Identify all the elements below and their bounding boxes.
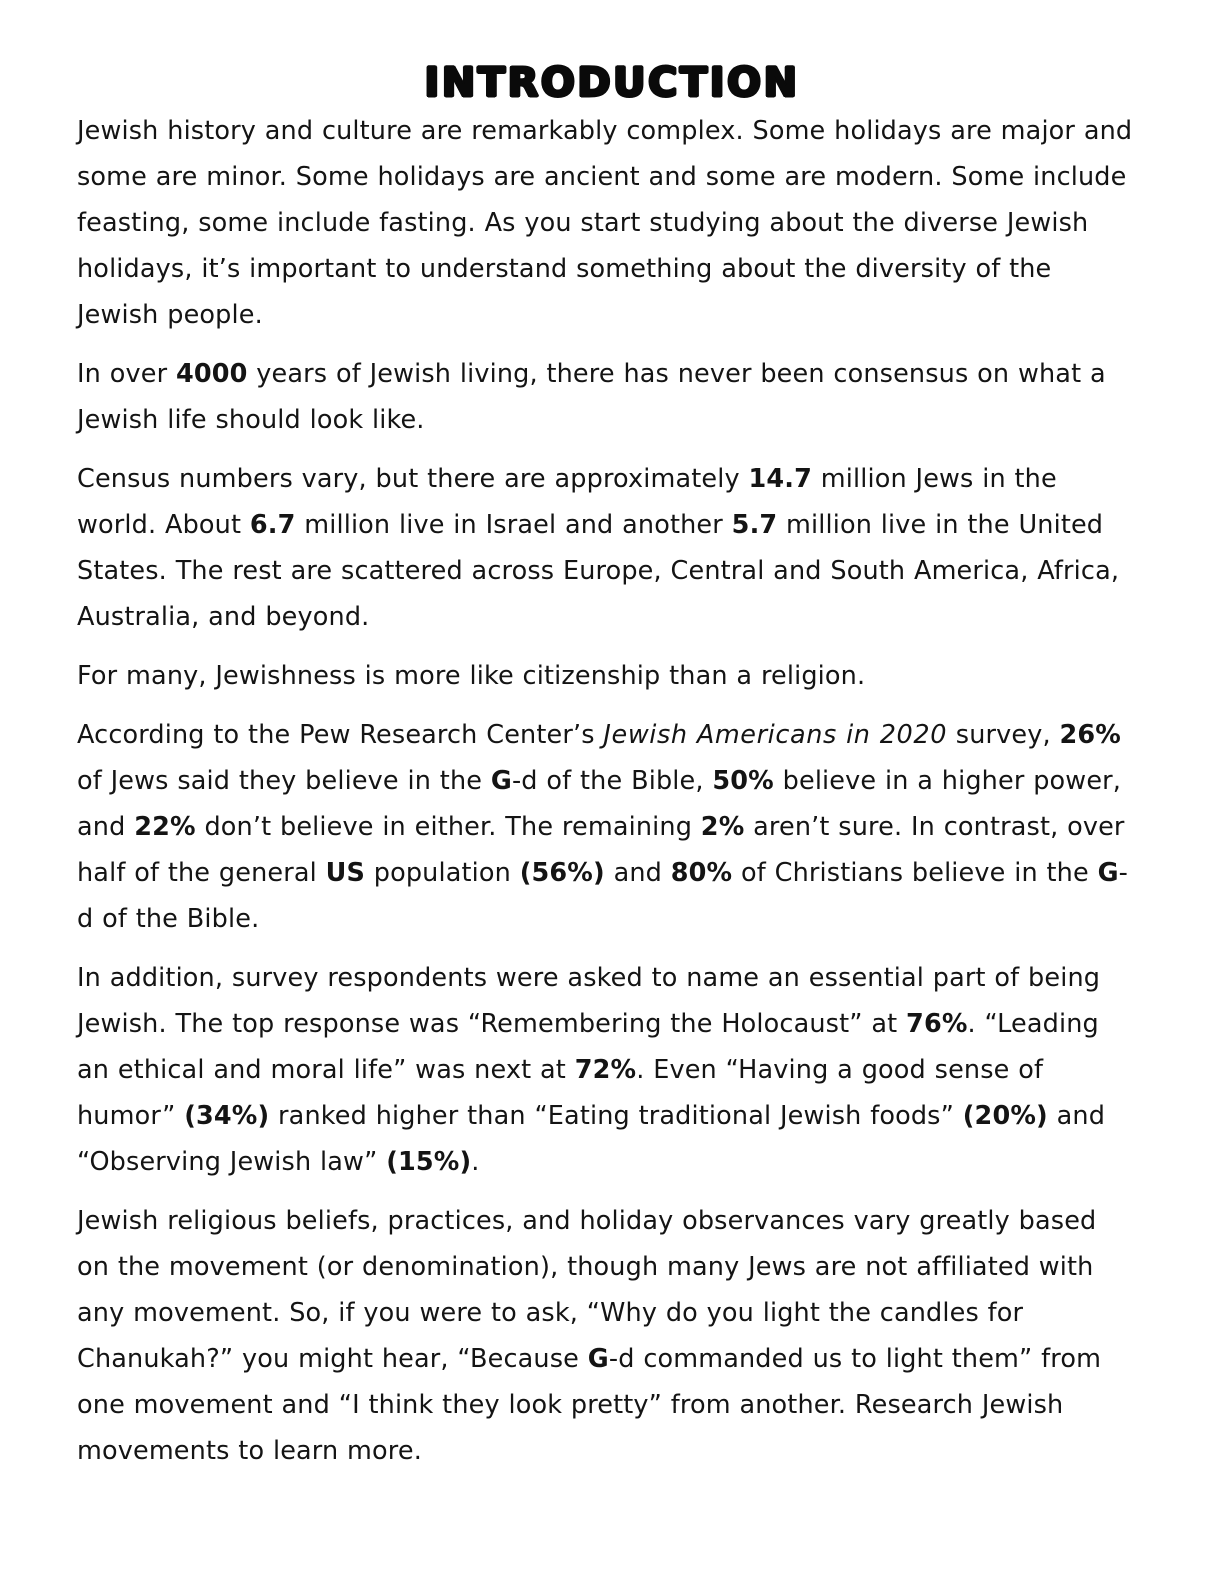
- paragraph-pew-survey: According to the Pew Research Center’s Jewish Americans in 2020 survey, 26% of Jews said they believe in the G-d of the Bible, 50% believe in a higher power, and 22% don’t believe in either. The remaining 2% aren’t sure. In contrast, over half of the general US population (56%) and 80% of Christians believe in the G-d of the Bible.: [77, 720, 1129, 934]
- country-abbreviation: US: [325, 858, 365, 888]
- statistic-value: 72%: [574, 1055, 637, 1085]
- statistic-value: (56%): [519, 858, 605, 888]
- paragraph-complexity: Jewish history and culture are remarkably complex. Some holidays are major and some are minor. Some holidays are ancient and some are modern. Some include feasting, some include fasting. As you start studying about the diverse Jewish holidays, it’s important to understand something about the diversity of the Jewish people.: [77, 116, 1133, 330]
- statistic-value: 2%: [152, 812, 196, 842]
- paragraph-census: Census numbers vary, but there are approximately 14.7 million Jews in the world. About 6.7 million live in Israel and another 5.7 million live in the United States. The rest are scattered across Europe, Central and South America, Africa, Australia, and beyond.: [77, 464, 1120, 632]
- paragraph-movements: Jewish religious beliefs, practices, and holiday observances vary greatly based on the movement (or denomination), though many Jews are not affiliated with any movement. So, if you were to ask, “Why do you light the candles for Chanukah?” you might hear, “Because G-d commanded us to light them” from one movement and “I think they look pretty” from another. Research Jewish movements to learn more.: [77, 1206, 1102, 1466]
- statistic-value: 26%: [1059, 720, 1121, 750]
- statistic-value: 80%: [670, 858, 733, 888]
- statistic-value: 2%: [700, 812, 745, 842]
- divine-name: G: [587, 1344, 609, 1374]
- statistic-value: 6.7: [249, 510, 296, 540]
- publication-title: Jewish Americans in 2020: [603, 720, 948, 750]
- statistic-value: 76%: [906, 1009, 968, 1039]
- statistic-value: 4000: [175, 359, 248, 389]
- statistic-value: 50%: [712, 766, 774, 796]
- statistic-value: (34%): [184, 1101, 270, 1131]
- paragraph-essential-part: In addition, survey respondents were asked to name an essential part of being Jewish. The top response was “Remembering the Holocaust” at 76%. “Leading an ethical and moral life” was next at 72%. Even “Having a good sense of humor” (34%) ranked higher than “Eating traditional Jewish foods” (20%) and “Observing Jewish law” (15%).: [77, 963, 1106, 1177]
- statistic-value: 14.7: [748, 464, 813, 494]
- statistic-value: (15%): [386, 1147, 472, 1177]
- body-copy: [0, 108, 1224, 1474]
- paragraph-citizenship: For many, Jewishness is more like citizenship than a religion.: [77, 661, 866, 691]
- paragraph-consensus: In over 4000 years of Jewish living, there has never been consensus on what a Jewish life should look like.: [77, 359, 1106, 435]
- statistic-value: 22%: [134, 812, 196, 842]
- statistic-value: 5.7: [731, 510, 778, 540]
- divine-name: G: [1097, 858, 1119, 888]
- divine-name: G: [490, 766, 512, 796]
- page-title: INTRODUCTION: [424, 60, 800, 106]
- statistic-value: (20%): [962, 1101, 1048, 1131]
